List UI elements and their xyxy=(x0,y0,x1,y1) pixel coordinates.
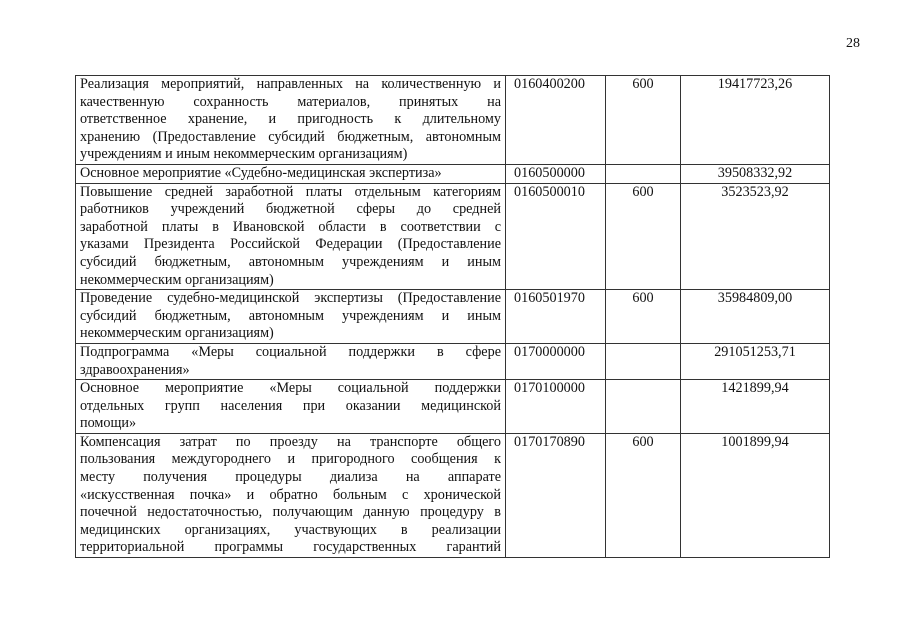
row-code: 0160400200 xyxy=(506,76,606,165)
description-line: Подпрограмма «Меры социальной поддержки в сфере xyxy=(80,343,501,360)
description-line: некоммерческим организациям) xyxy=(80,271,274,288)
row-amount: 1001899,94 xyxy=(681,433,830,557)
description-line: ответственное хранение, и пригодность к длительному xyxy=(80,111,501,128)
description-line: месту получения процедуры диализа на аппарате xyxy=(80,469,501,486)
page-number: 28 xyxy=(846,36,860,51)
description-line: «искусственная почка» и обратно больным с хронической xyxy=(80,486,501,503)
row-expense-type xyxy=(606,380,681,434)
row-expense-type xyxy=(606,343,681,379)
table-row xyxy=(76,343,830,379)
description-line: хранению (Предоставление субсидий бюджетным, автономным xyxy=(80,128,501,145)
table-row xyxy=(76,380,830,434)
description-line: Реализация мероприятий, направленных на количественную и xyxy=(80,76,501,92)
description-line: Проведение судебно-медицинской экспертизы (Предоставление xyxy=(80,290,501,307)
row-description xyxy=(76,76,506,165)
description-line: субсидий бюджетным, автономным учреждениям и иным xyxy=(80,253,501,270)
description-line: учреждениям и иным некоммерческим организациям) xyxy=(80,146,408,163)
row-code: 0160500010 xyxy=(506,183,606,290)
row-amount: 19417723,26 xyxy=(681,76,830,165)
row-description xyxy=(76,183,506,290)
row-expense-type xyxy=(606,164,681,183)
table-row xyxy=(76,433,830,557)
row-expense-type: 600 xyxy=(606,433,681,557)
description-line: медицинских организациях, участвующих в реализации xyxy=(80,521,501,538)
row-code: 0170000000 xyxy=(506,343,606,379)
description-line: здравоохранения» xyxy=(80,361,190,378)
description-line: Повышение средней заработной платы отдельным категориям xyxy=(80,183,501,200)
description-line: заработной платы в Ивановской области в соответствии с xyxy=(80,218,501,235)
row-amount: 3523523,92 xyxy=(681,183,830,290)
description-line: помощи» xyxy=(80,415,137,432)
description-line: указами Президента Российской Федерации (Предоставление xyxy=(80,236,501,253)
budget-table xyxy=(75,75,830,558)
row-expense-type: 600 xyxy=(606,183,681,290)
row-amount: 35984809,00 xyxy=(681,290,830,344)
description-line: качественную сохранность материалов, принятых на xyxy=(80,93,501,110)
description-line: территориальной программы государственных гарантий xyxy=(80,539,501,556)
table-row xyxy=(76,164,830,183)
description-line: Основное мероприятие «Судебно-медицинская экспертиза» xyxy=(80,164,442,181)
description-line: Компенсация затрат по проезду на транспорте общего xyxy=(80,433,501,450)
description-line: субсидий бюджетным, автономным учреждениям и иным xyxy=(80,307,501,324)
description-line: работников учреждений бюджетной сферы до средней xyxy=(80,201,501,218)
description-line: почечной недостаточностью, получающим данную процедуру в xyxy=(80,504,501,521)
row-code: 0160500000 xyxy=(506,164,606,183)
row-description xyxy=(76,290,506,344)
row-description xyxy=(76,433,506,557)
row-expense-type: 600 xyxy=(606,290,681,344)
row-description xyxy=(76,343,506,379)
row-code: 0170100000 xyxy=(506,380,606,434)
description-line: отдельных групп населения при оказании медицинской xyxy=(80,397,501,414)
description-line: Основное мероприятие «Меры социальной поддержки xyxy=(80,380,501,397)
row-description xyxy=(76,380,506,434)
row-code: 0160501970 xyxy=(506,290,606,344)
row-amount: 1421899,94 xyxy=(681,380,830,434)
table-row xyxy=(76,290,830,344)
row-amount: 291051253,71 xyxy=(681,343,830,379)
row-description xyxy=(76,164,506,183)
row-amount: 39508332,92 xyxy=(681,164,830,183)
description-line: пользования междугороднего и пригородного сообщения к xyxy=(80,451,501,468)
description-line: некоммерческим организациям) xyxy=(80,325,274,342)
row-expense-type: 600 xyxy=(606,76,681,165)
table-row xyxy=(76,76,830,165)
table-row xyxy=(76,183,830,290)
row-code: 0170170890 xyxy=(506,433,606,557)
